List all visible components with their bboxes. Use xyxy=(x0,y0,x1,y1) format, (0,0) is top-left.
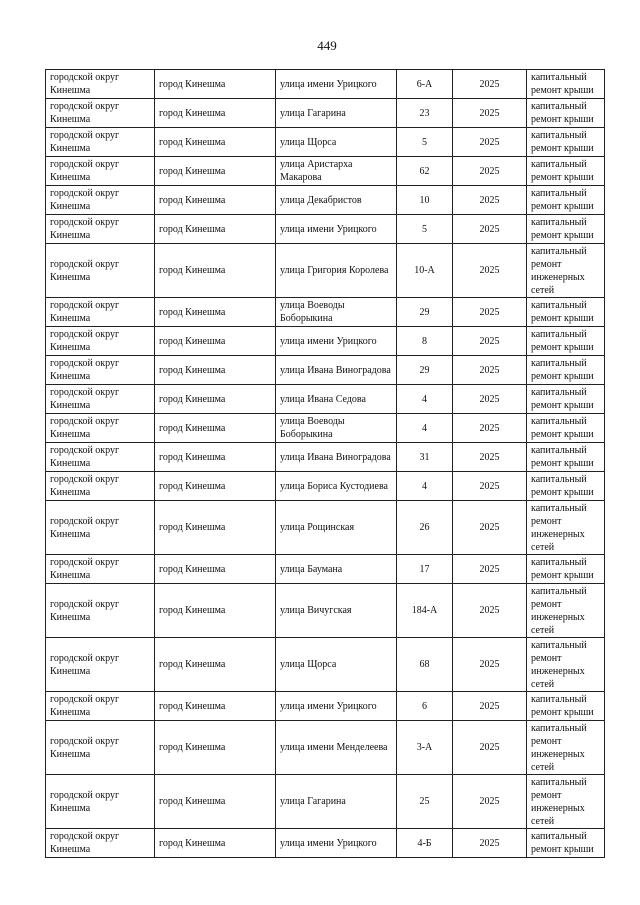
table-row xyxy=(46,692,605,721)
cell-district: городской округ Кинешма xyxy=(46,157,155,186)
cell-district: городской округ Кинешма xyxy=(46,829,155,858)
cell-work: капитальный ремонт крыши xyxy=(527,829,605,858)
cell-district: городской округ Кинешма xyxy=(46,472,155,501)
cell-house: 62 xyxy=(397,157,453,186)
cell-year: 2025 xyxy=(453,638,527,692)
cell-city: город Кинешма xyxy=(155,215,276,244)
cell-street: улица имени Урицкого xyxy=(276,829,397,858)
cell-city: город Кинешма xyxy=(155,186,276,215)
cell-house: 10 xyxy=(397,186,453,215)
cell-work: капитальный ремонт крыши xyxy=(527,356,605,385)
cell-house: 6 xyxy=(397,692,453,721)
table-row xyxy=(46,327,605,356)
cell-work: капитальный ремонт крыши xyxy=(527,215,605,244)
cell-house: 4 xyxy=(397,385,453,414)
table-row xyxy=(46,99,605,128)
cell-street: улица Гагарина xyxy=(276,99,397,128)
table-row xyxy=(46,472,605,501)
cell-street: улица Гагарина xyxy=(276,775,397,829)
cell-district: городской округ Кинешма xyxy=(46,692,155,721)
cell-street: улица Баумана xyxy=(276,555,397,584)
cell-house: 68 xyxy=(397,638,453,692)
cell-house: 5 xyxy=(397,128,453,157)
cell-year: 2025 xyxy=(453,414,527,443)
cell-year: 2025 xyxy=(453,721,527,775)
table-row xyxy=(46,829,605,858)
cell-city: город Кинешма xyxy=(155,721,276,775)
cell-district: городской округ Кинешма xyxy=(46,385,155,414)
cell-year: 2025 xyxy=(453,157,527,186)
cell-house: 6-А xyxy=(397,70,453,99)
page-number: 449 xyxy=(317,38,337,53)
cell-year: 2025 xyxy=(453,186,527,215)
table-row xyxy=(46,443,605,472)
cell-city: город Кинешма xyxy=(155,327,276,356)
cell-year: 2025 xyxy=(453,70,527,99)
table-row xyxy=(46,128,605,157)
cell-street: улица имени Урицкого xyxy=(276,327,397,356)
table-row xyxy=(46,385,605,414)
cell-city: город Кинешма xyxy=(155,555,276,584)
cell-work: капитальный ремонт крыши xyxy=(527,692,605,721)
cell-street: улица Воеводы Боборыкина xyxy=(276,414,397,443)
cell-house: 31 xyxy=(397,443,453,472)
cell-street: улица Щорса xyxy=(276,638,397,692)
cell-city: город Кинешма xyxy=(155,70,276,99)
cell-street: улица Ивана Виноградова xyxy=(276,356,397,385)
table-row xyxy=(46,356,605,385)
cell-year: 2025 xyxy=(453,775,527,829)
cell-house: 26 xyxy=(397,501,453,555)
cell-district: городской округ Кинешма xyxy=(46,584,155,638)
table-row xyxy=(46,70,605,99)
cell-city: город Кинешма xyxy=(155,584,276,638)
cell-district: городской округ Кинешма xyxy=(46,775,155,829)
cell-house: 25 xyxy=(397,775,453,829)
cell-district: городской округ Кинешма xyxy=(46,298,155,327)
cell-work: капитальный ремонт инженерных сетей xyxy=(527,584,605,638)
cell-year: 2025 xyxy=(453,584,527,638)
cell-house: 17 xyxy=(397,555,453,584)
cell-city: город Кинешма xyxy=(155,501,276,555)
cell-year: 2025 xyxy=(453,501,527,555)
cell-work: капитальный ремонт крыши xyxy=(527,327,605,356)
cell-year: 2025 xyxy=(453,327,527,356)
cell-work: капитальный ремонт инженерных сетей xyxy=(527,775,605,829)
table-row xyxy=(46,157,605,186)
table-row xyxy=(46,638,605,692)
cell-district: городской округ Кинешма xyxy=(46,356,155,385)
table-row xyxy=(46,298,605,327)
cell-city: город Кинешма xyxy=(155,472,276,501)
repair-schedule-table xyxy=(45,69,605,858)
cell-house: 4 xyxy=(397,472,453,501)
table-row xyxy=(46,555,605,584)
cell-year: 2025 xyxy=(453,443,527,472)
cell-house: 5 xyxy=(397,215,453,244)
cell-city: город Кинешма xyxy=(155,443,276,472)
cell-street: улица Григория Королева xyxy=(276,244,397,298)
cell-work: капитальный ремонт инженерных сетей xyxy=(527,721,605,775)
cell-district: городской округ Кинешма xyxy=(46,70,155,99)
cell-year: 2025 xyxy=(453,385,527,414)
cell-city: город Кинешма xyxy=(155,128,276,157)
cell-city: город Кинешма xyxy=(155,99,276,128)
cell-city: город Кинешма xyxy=(155,775,276,829)
cell-house: 184-А xyxy=(397,584,453,638)
cell-district: городской округ Кинешма xyxy=(46,128,155,157)
cell-work: капитальный ремонт крыши xyxy=(527,128,605,157)
cell-street: улица Щорса xyxy=(276,128,397,157)
cell-street: улица Аристарха Макарова xyxy=(276,157,397,186)
table-row xyxy=(46,775,605,829)
cell-district: городской округ Кинешма xyxy=(46,244,155,298)
cell-work: капитальный ремонт крыши xyxy=(527,414,605,443)
cell-work: капитальный ремонт крыши xyxy=(527,186,605,215)
cell-district: городской округ Кинешма xyxy=(46,215,155,244)
cell-street: улица Ивана Виноградова xyxy=(276,443,397,472)
cell-house: 29 xyxy=(397,298,453,327)
cell-city: город Кинешма xyxy=(155,244,276,298)
table-row xyxy=(46,215,605,244)
table-row xyxy=(46,244,605,298)
cell-house: 3-А xyxy=(397,721,453,775)
table-row xyxy=(46,501,605,555)
cell-work: капитальный ремонт крыши xyxy=(527,70,605,99)
cell-work: капитальный ремонт инженерных сетей xyxy=(527,244,605,298)
cell-work: капитальный ремонт крыши xyxy=(527,472,605,501)
cell-city: город Кинешма xyxy=(155,157,276,186)
cell-city: город Кинешма xyxy=(155,692,276,721)
cell-year: 2025 xyxy=(453,555,527,584)
cell-street: улица Вичугская xyxy=(276,584,397,638)
cell-year: 2025 xyxy=(453,692,527,721)
cell-city: город Кинешма xyxy=(155,829,276,858)
cell-district: городской округ Кинешма xyxy=(46,721,155,775)
cell-work: капитальный ремонт крыши xyxy=(527,555,605,584)
cell-city: город Кинешма xyxy=(155,414,276,443)
cell-house: 23 xyxy=(397,99,453,128)
cell-work: капитальный ремонт инженерных сетей xyxy=(527,501,605,555)
cell-district: городской округ Кинешма xyxy=(46,555,155,584)
cell-district: городской округ Кинешма xyxy=(46,638,155,692)
cell-street: улица имени Менделеева xyxy=(276,721,397,775)
cell-city: город Кинешма xyxy=(155,298,276,327)
cell-street: улица имени Урицкого xyxy=(276,692,397,721)
cell-year: 2025 xyxy=(453,356,527,385)
cell-year: 2025 xyxy=(453,298,527,327)
cell-work: капитальный ремонт крыши xyxy=(527,99,605,128)
cell-district: городской округ Кинешма xyxy=(46,327,155,356)
cell-district: городской округ Кинешма xyxy=(46,186,155,215)
cell-year: 2025 xyxy=(453,128,527,157)
table-row xyxy=(46,414,605,443)
cell-street: улица Бориса Кустодиева xyxy=(276,472,397,501)
cell-work: капитальный ремонт крыши xyxy=(527,443,605,472)
cell-work: капитальный ремонт крыши xyxy=(527,157,605,186)
cell-district: городской округ Кинешма xyxy=(46,443,155,472)
cell-year: 2025 xyxy=(453,472,527,501)
cell-year: 2025 xyxy=(453,829,527,858)
cell-house: 29 xyxy=(397,356,453,385)
cell-house: 4-Б xyxy=(397,829,453,858)
cell-city: город Кинешма xyxy=(155,638,276,692)
cell-district: городской округ Кинешма xyxy=(46,414,155,443)
cell-street: улица Ивана Седова xyxy=(276,385,397,414)
cell-year: 2025 xyxy=(453,215,527,244)
table-row xyxy=(46,584,605,638)
cell-district: городской округ Кинешма xyxy=(46,501,155,555)
table-row xyxy=(46,721,605,775)
cell-work: капитальный ремонт крыши xyxy=(527,298,605,327)
cell-year: 2025 xyxy=(453,99,527,128)
cell-street: улица Декабристов xyxy=(276,186,397,215)
cell-work: капитальный ремонт крыши xyxy=(527,385,605,414)
cell-house: 4 xyxy=(397,414,453,443)
cell-district: городской округ Кинешма xyxy=(46,99,155,128)
cell-house: 8 xyxy=(397,327,453,356)
cell-work: капитальный ремонт инженерных сетей xyxy=(527,638,605,692)
cell-house: 10-А xyxy=(397,244,453,298)
cell-year: 2025 xyxy=(453,244,527,298)
cell-street: улица имени Урицкого xyxy=(276,215,397,244)
table-row xyxy=(46,186,605,215)
cell-street: улица имени Урицкого xyxy=(276,70,397,99)
cell-street: улица Воеводы Боборыкина xyxy=(276,298,397,327)
cell-city: город Кинешма xyxy=(155,356,276,385)
cell-city: город Кинешма xyxy=(155,385,276,414)
cell-street: улица Рощинская xyxy=(276,501,397,555)
